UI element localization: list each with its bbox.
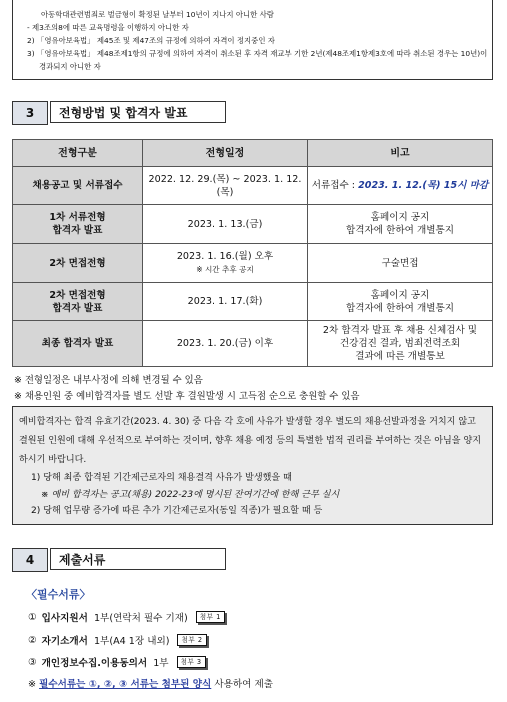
stage-cell: 2차 면접전형 — [13, 244, 143, 283]
table-header-row — [13, 140, 493, 167]
note-underlined: 필수서류는 ①, ②, ③ 서류는 첨부된 양식 — [39, 679, 212, 690]
note-prefix: ※ — [28, 679, 40, 690]
section-3-header — [12, 101, 226, 125]
stage-cell: 최종 합격자 발표 — [13, 321, 143, 367]
doc-name: 자기소개서 — [41, 636, 88, 647]
doc-desc: 1부(연락처 필수 기재) — [93, 613, 188, 624]
info-subnote: ※ 예비 합격자는 공고(채용) 2022-23에 명시된 잔여기간에 한해 근무 실시 — [41, 490, 340, 500]
item-mark: ③ — [28, 656, 37, 668]
note-suffix: 사용하여 제출 — [211, 679, 273, 690]
item-mark: ① — [28, 611, 37, 623]
table-row — [13, 283, 493, 321]
eligibility-continuation-box — [12, 0, 493, 80]
doc-desc: 1부 — [153, 658, 169, 669]
date-cell — [143, 244, 308, 283]
item-mark: ② — [28, 634, 37, 646]
col-header-date: 전형일정 — [143, 140, 308, 167]
table-row — [13, 244, 493, 283]
schedule-table — [12, 139, 493, 367]
note-line: 합격자에 한하여 개별통지 — [345, 302, 455, 314]
stage-line: 합격자 발표 — [52, 225, 103, 236]
note-line: 합격자에 한하여 개별통지 — [345, 225, 455, 236]
table-row — [13, 321, 493, 367]
attachment-tag[interactable]: 첨부 2 — [177, 634, 206, 646]
stage-cell: 채용공고 및 서류접수 — [13, 167, 143, 205]
doc-desc: 1부(A4 1장 내외) — [93, 636, 170, 647]
section-4-header — [12, 548, 226, 572]
note-line: 2차 합격자 발표 후 채용 신체검사 및 — [322, 325, 478, 336]
table-row — [13, 205, 493, 244]
date-subnote: ※ 시간 추후 공지 — [196, 265, 254, 274]
note-cell — [308, 283, 493, 321]
schedule-note: ※ 채용인원 중 예비합격자를 별도 선발 후 결원발생 시 고득점 순으로 충원할 수 있음 — [14, 391, 360, 402]
attachment-tag[interactable]: 첨부 3 — [177, 656, 206, 668]
note-prefix: 서류접수 : — [311, 180, 359, 191]
info-item: 1) 당해 최종 합격된 기간제근로자의 채용결격 사유가 발생했을 때 — [31, 473, 292, 483]
note-cell — [308, 321, 493, 367]
required-doc-item — [28, 610, 225, 624]
note-cell — [308, 205, 493, 244]
doc-name: 개인정보수집.이용동의서 — [41, 658, 148, 669]
note-cell: 구술면접 — [308, 244, 493, 283]
schedule-note: ※ 전형일정은 내부사정에 의해 변경될 수 있음 — [14, 375, 203, 386]
deadline-text: 2023. 1. 12.(목) 15시 마감 — [358, 180, 489, 191]
date-cell: 2023. 1. 17.(화) — [143, 283, 308, 321]
col-header-stage: 전형구분 — [13, 140, 143, 167]
date-line: 2023. 1. 16.(월) 오후 — [176, 251, 274, 262]
info-paragraph: 예비합격자는 합격 유효기간(2023. 4. 30) 중 다음 각 호에 사유가 발생할 경우 별도의 채용선발과정을 거치지 않고 결원된 인원에 대해 우선적으로 부여하는 것이며, 향후 채용 예정 등의 특별한 법적 권리를 부여하는 것은 아님을 양지하시기 바랍니다. — [19, 417, 482, 465]
note-line: 결과에 따른 개별통보 — [355, 351, 445, 362]
attachment-tag[interactable]: 첨부 1 — [196, 611, 225, 623]
section-number: 3 — [12, 101, 48, 125]
note-line: 건강검진 결과, 범죄전력조회 — [339, 338, 461, 349]
section-title: 제출서류 — [50, 548, 226, 570]
date-cell: 2023. 1. 20.(금) 이후 — [143, 321, 308, 367]
info-item: 2) 당해 업무량 증가에 따른 추가 기간제근로자(동일 직종)가 필요할 때 등 — [31, 506, 323, 516]
submission-note — [28, 676, 273, 690]
stage-cell — [13, 205, 143, 244]
section-number: 4 — [12, 548, 48, 572]
section-title: 전형방법 및 합격자 발표 — [50, 101, 226, 123]
table-row — [13, 167, 493, 205]
required-doc-item — [28, 633, 207, 647]
reserve-candidate-info-box — [12, 406, 493, 525]
col-header-note: 비고 — [308, 140, 493, 167]
stage-cell — [13, 283, 143, 321]
required-doc-item — [28, 655, 206, 669]
required-docs-heading: 〈필수서류〉 — [26, 588, 91, 601]
eligibility-line: 아동학대관련범죄로 벌금형이 확정된 날부터 10년이 지나지 아니한 사람 — [41, 10, 274, 19]
stage-line: 1차 서류전형 — [49, 212, 106, 223]
eligibility-line: 3) 「영유아보육법」 제48조제1항의 규정에 의하여 자격이 취소된 후 자격 재교부 기한 2년(제48조제1항제3호에 따라 취소된 경우는 10년)이 경과되지 아니한 자 — [27, 49, 488, 71]
eligibility-line: - 제3조의8에 따른 교육명령을 이행하지 아니한 자 — [27, 23, 189, 32]
doc-name: 입사지원서 — [41, 613, 88, 624]
date-cell: 2023. 1. 13.(금) — [143, 205, 308, 244]
stage-line: 2차 면접전형 — [49, 289, 106, 301]
note-line: 홈페이지 공지 — [370, 212, 430, 223]
eligibility-line: 2) 「영유아보육법」 제45조 및 제47조의 규정에 의하여 자격이 정지중인 자 — [27, 36, 275, 45]
note-cell — [308, 167, 493, 205]
note-line: 홈페이지 공지 — [370, 289, 430, 301]
stage-line: 합격자 발표 — [52, 302, 103, 314]
date-cell: 2022. 12. 29.(목) ~ 2023. 1. 12.(목) — [143, 167, 308, 205]
